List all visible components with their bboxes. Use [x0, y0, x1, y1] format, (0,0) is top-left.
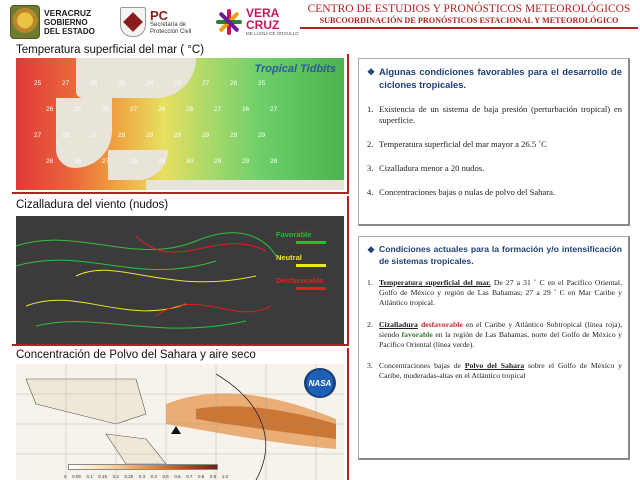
favorable-item-1 [367, 104, 622, 126]
item-number: 4. [367, 187, 374, 197]
sst-value: 28 [74, 158, 82, 165]
item-body-1: Concentraciones bajas de [379, 361, 465, 371]
divider-vertical-2 [347, 196, 349, 346]
favorable-heading-text: Algunas condiciones favorables para el desarrollo de ciclones tropicales. [379, 66, 622, 90]
colorbar-tick-label: 0.3 [138, 474, 146, 479]
colorbar-tick-label: 0.05 [72, 474, 81, 479]
favorable-item-2 [367, 139, 622, 150]
sst-value: 25 [102, 106, 110, 113]
sst-value: 29 [202, 132, 210, 139]
favorable-item-3 [367, 163, 622, 174]
colorbar-tick-label: 0.7 [186, 474, 193, 479]
legend-neutral-swatch [296, 264, 326, 267]
legend-neutral-label: Neutral [276, 253, 302, 262]
legend-desfavorable-swatch [296, 287, 326, 290]
tropical-tidbits-logo: Tropical Tidbits [254, 63, 336, 75]
divider-vertical-1 [347, 54, 349, 192]
sst-value: 24 [146, 80, 154, 87]
item-body-2: en la región de Las Bahamas, norte del Golfo de México y Pacífico Oriental (línea verde). [379, 329, 622, 350]
current-heading-text: Condiciones actuales para la formación y/o intensificación de sistemas tropicales. [379, 244, 622, 266]
item-number: 2. [367, 319, 373, 329]
item-strong: Polvo del Sahara [464, 361, 525, 371]
sst-value: 26 [242, 106, 250, 113]
sst-value: 26 [230, 80, 238, 87]
item-body-1: en el Caribe y Atlántico Subtropical (línea roja), siendo [379, 319, 622, 339]
sst-value: 28 [46, 158, 54, 165]
sst-value: 29 [174, 132, 182, 139]
land-usa [76, 58, 196, 98]
colorbar-tick-label: 0 [64, 474, 67, 479]
del-estado-label: DEL ESTADO [44, 26, 95, 36]
shear-map [16, 216, 344, 344]
sst-value: 27 [102, 158, 110, 165]
current-item-3 [367, 361, 622, 381]
sst-value: 25 [74, 106, 82, 113]
sst-value: 28 [242, 158, 250, 165]
proteccion-civil-logo [120, 4, 191, 40]
veracruz-brand-logo [216, 4, 299, 40]
land-central-america [108, 150, 168, 180]
item-text: Temperatura superficial del mar mayor a 26.5 ˚C [379, 139, 547, 149]
item-strong: Temperatura superficial del mar. [379, 278, 491, 287]
item-text [379, 320, 622, 351]
current-item-2 [367, 320, 622, 351]
sst-value: 25 [258, 80, 266, 87]
item-text: Cizalladura menor a 20 nudos. [379, 163, 485, 173]
sst-value: 27 [34, 132, 42, 139]
sst-value: 23 [174, 80, 182, 87]
item-strong: Cizalladura [379, 319, 418, 329]
colorbar-tick-label: 0.15 [98, 474, 108, 479]
colorbar-tick-label: 0.9 [209, 474, 217, 479]
brand-star-icon [216, 9, 242, 35]
sst-value: 27 [214, 106, 222, 113]
favorable-item-4 [367, 187, 622, 198]
pc-line1: Secretaría de [150, 21, 187, 28]
favorable-word: favorable [401, 329, 433, 339]
current-heading [367, 243, 622, 267]
legend-favorable-swatch [296, 241, 326, 244]
sst-value: 27 [62, 80, 70, 87]
divider-horizontal-2 [12, 344, 349, 346]
item-body-2: sobre el Golfo de México y Caribe, moderadas-altas en el Atlántico tropical [379, 361, 622, 381]
legend-favorable-label: Favorable [276, 230, 312, 239]
page-title-block [300, 3, 638, 26]
colorbar-tick-label: 0.6 [174, 474, 181, 479]
divider-horizontal-1 [12, 192, 349, 194]
shear-title: Cizalladura del viento (nudos) [16, 199, 169, 211]
item-text: Existencia de un sistema de baja presión (perturbación tropical) en superficie. [379, 104, 622, 125]
page-title: CENTRO DE ESTUDIOS Y PRONÓSTICOS METEOROLÓGICOS [307, 3, 631, 15]
item-number: 2. [367, 139, 374, 149]
colorbar-tick-label: 1.0 [221, 474, 228, 479]
shear-legend [276, 230, 340, 299]
sst-value: 27 [270, 106, 278, 113]
dust-title: Concentración de Polvo del Sahara y aire seco [16, 349, 256, 361]
current-item-1 [367, 278, 622, 309]
colorbar-tick-label: 0.2 [112, 474, 119, 479]
sst-value: 25 [118, 80, 126, 87]
brand-cruz: CRUZ [246, 18, 280, 32]
sst-value: 26 [186, 106, 194, 113]
sst-map [16, 58, 344, 190]
sst-value: 27 [130, 106, 138, 113]
dust-map-drawing [16, 364, 344, 480]
veracruz-government-logo [10, 4, 95, 40]
brand-tagline: ME LLENA DE ORGULLO [246, 31, 299, 36]
item-number: 1. [367, 104, 374, 114]
sst-value: 26 [90, 80, 98, 87]
colorbar-tick-label: 0.25 [124, 474, 134, 479]
title-underline [300, 27, 638, 29]
favorable-conditions-box [358, 58, 630, 226]
nasa-logo: NASA [304, 368, 336, 398]
colorbar-tick-label: 0.5 [162, 474, 169, 479]
colorbar-tick-label: 0.1 [86, 474, 93, 479]
sst-value: 26 [158, 106, 166, 113]
diamond-bullet-icon: ❖ [367, 67, 376, 77]
diamond-bullet-icon: ❖ [367, 245, 376, 255]
favorable-heading [367, 65, 622, 91]
veracruz-name: VERACRUZ [44, 7, 92, 18]
dust-colorbar [68, 464, 218, 470]
land-south-america [146, 180, 344, 190]
sst-value: 30 [186, 158, 194, 165]
pc-shield-icon [120, 7, 146, 37]
legend-desfavorable-label: Desfavorable [276, 276, 324, 285]
colorbar-tick-label: 0.4 [150, 474, 157, 479]
sst-value: 28 [270, 158, 278, 165]
gobierno-label: GOBIERNO [44, 17, 88, 27]
item-number: 1. [367, 278, 373, 287]
item-text [379, 278, 622, 309]
brand-vera: VERA [246, 6, 280, 20]
sst-title: Temperatura superficial del mar ( °C) [16, 44, 205, 56]
desfavorable-word: desfavorable [420, 319, 463, 329]
sst-value: 25 [34, 80, 42, 87]
state-seal-icon [10, 5, 40, 39]
current-conditions-box [358, 236, 630, 460]
item-body: De 27 a 31 ˚ C en el Pacífico Oriental, Golfo de México y región de Las Bahamas; 27 a 29 ˚ C en Mar Caribe y Atlántico tropical. [379, 278, 622, 308]
dust-map [16, 364, 344, 480]
sst-value: 28 [130, 158, 138, 165]
sst-value: 29 [230, 132, 238, 139]
pc-line2: Protección Civil [150, 28, 192, 35]
sst-value: 28 [118, 132, 126, 139]
sst-value: 27 [90, 132, 98, 139]
colorbar-tick-label: 0.8 [198, 474, 205, 479]
item-text [379, 361, 622, 381]
dust-colorbar-ticks [64, 474, 228, 479]
page-subtitle: SUBCOORDINACIÓN DE PRONÓSTICOS ESTACIONAL Y METEOROLÓGICO [319, 16, 619, 25]
divider-vertical-3 [347, 348, 349, 480]
item-text: Concentraciones bajas o nulas de polvo del Sahara. [379, 187, 556, 197]
sst-value: 29 [258, 132, 266, 139]
header [0, 0, 640, 44]
sst-value: 29 [214, 158, 222, 165]
pc-abbr: PC [150, 7, 169, 23]
sst-value: 29 [146, 132, 154, 139]
item-number: 3. [367, 163, 374, 173]
sst-value: 26 [46, 106, 54, 113]
sst-value: 27 [202, 80, 210, 87]
sst-value: 26 [62, 132, 70, 139]
item-number: 3. [367, 361, 373, 371]
sst-value: 29 [158, 158, 166, 165]
